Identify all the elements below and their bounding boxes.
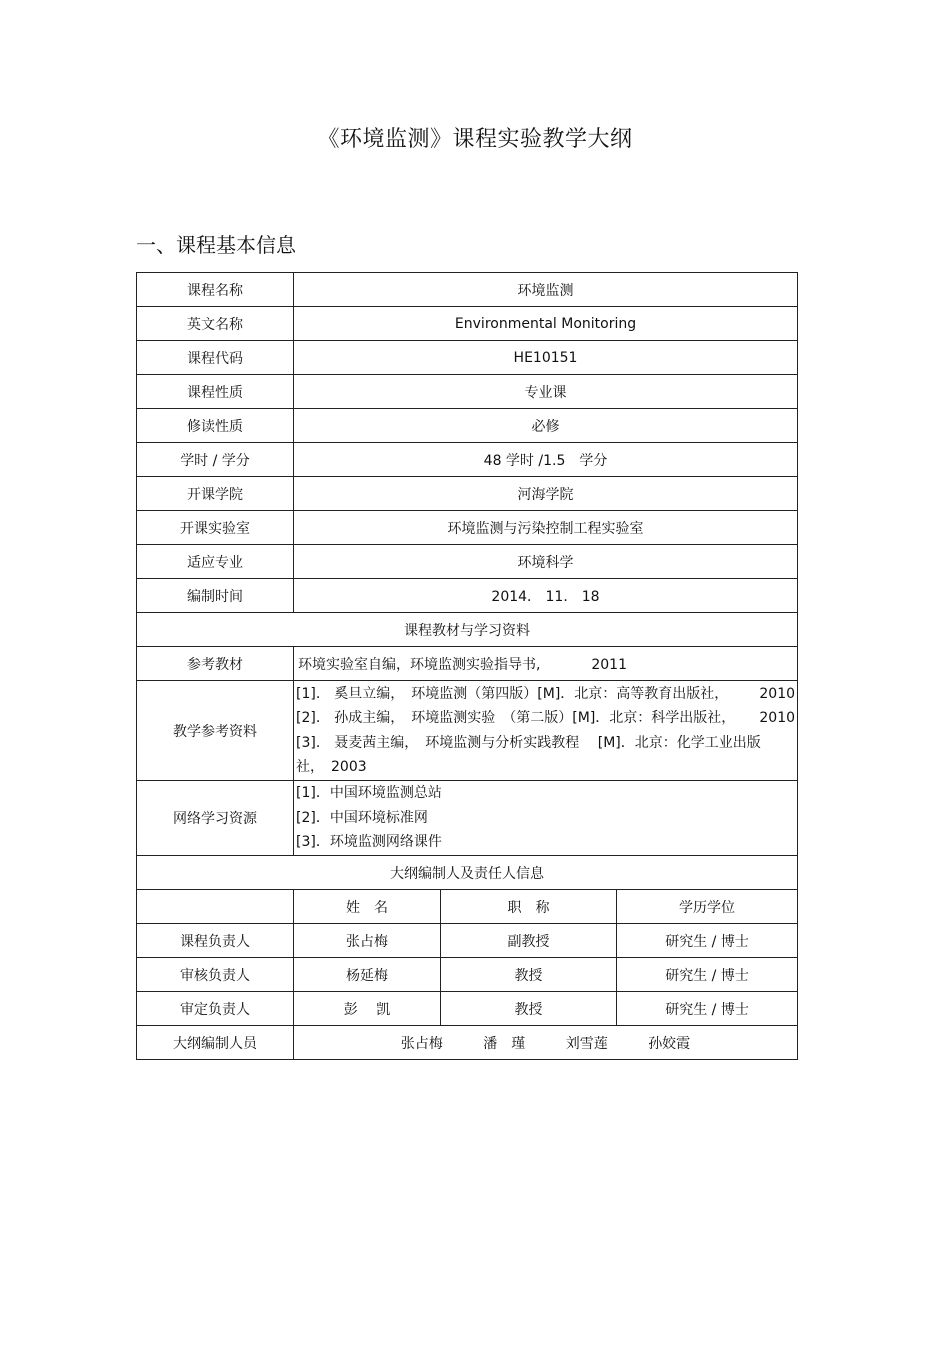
info-label: 课程性质 [137,375,294,409]
responsible-row [137,958,798,992]
editor-name: 张占梅 [400,1035,443,1052]
info-label: 课程名称 [137,273,294,307]
textbook-value [294,647,798,681]
textbook-text: 环境实验室自编，环境监测实验指导书, [298,656,541,673]
document-title: 《环境监测》课程实验教学大纲 [317,127,633,152]
column-header-empty [137,890,294,924]
responsible-name: 彭 凯 [294,992,441,1026]
course-info-table [136,272,798,1060]
responsible-name: 杨延梅 [294,958,441,992]
info-row [137,375,798,409]
responsible-name: 张占梅 [294,924,441,958]
reference-item: [1]. 奚旦立编， 环境监测（第四版）[M]．北京：高等教育出版社， 2010 [296,685,796,702]
online-resource-item: [3]．环境监测网络课件 [296,834,442,851]
responsible-degree: 研究生 / 博士 [617,992,798,1026]
responsible-role: 审定负责人 [137,992,294,1026]
responsible-degree: 研究生 / 博士 [617,924,798,958]
info-row [137,409,798,443]
info-row [137,341,798,375]
online-label: 网络学习资源 [137,781,294,856]
info-row [137,579,798,613]
info-value: 48 学时 /1.5 学分 [294,443,798,477]
responsible-role: 审核负责人 [137,958,294,992]
responsible-row [137,992,798,1026]
reference-item: [2]. 孙成主编， 环境监测实验 （第二版）[M]．北京：科学出版社， 2010 [296,710,796,726]
info-row [137,511,798,545]
responsible-degree: 研究生 / 博士 [617,958,798,992]
info-row [137,545,798,579]
column-header-title: 职 称 [441,890,617,924]
reference-item: 社， 2003 [296,759,367,775]
info-value: HE10151 [294,341,798,375]
responsible-title: 教授 [441,958,617,992]
info-row [137,273,798,307]
info-row [137,307,798,341]
references-label: 教学参考资料 [137,681,294,781]
info-label: 英文名称 [137,307,294,341]
responsible-title: 教授 [441,992,617,1026]
info-label: 修读性质 [137,409,294,443]
responsible-role: 课程负责人 [137,924,294,958]
column-header-name: 姓 名 [294,890,441,924]
info-label: 开课实验室 [137,511,294,545]
info-value: 环境监测 [294,273,798,307]
info-value: 必修 [294,409,798,443]
editors-label: 大纲编制人员 [137,1026,294,1060]
online-resource-item: [2]．中国环境标准网 [296,809,428,826]
responsible-title: 副教授 [441,924,617,958]
reference-item: [3]. 聂麦茜主编， 环境监测与分析实践教程 [M]．北京：化学工业出版 [296,734,761,751]
online-resource-item: [1]．中国环境监测总站 [296,785,442,802]
textbook-year: 2011 [591,656,627,673]
info-row [137,443,798,477]
info-value: 专业课 [294,375,798,409]
info-label: 课程代码 [137,341,294,375]
info-label: 编制时间 [137,579,294,613]
editors-list [294,1026,798,1060]
responsible-row [137,924,798,958]
column-header-degree: 学历学位 [617,890,798,924]
section-heading: 一、课程基本信息 [136,233,296,257]
info-row [137,477,798,511]
references-list [294,681,798,781]
info-value: 环境科学 [294,545,798,579]
info-label: 开课学院 [137,477,294,511]
info-label: 学时 / 学分 [137,443,294,477]
textbook-label: 参考教材 [137,647,294,681]
editor-name: 刘雪莲 [565,1035,608,1052]
materials-header: 课程教材与学习资料 [137,613,798,647]
info-label: 适应专业 [137,545,294,579]
online-resources [294,781,798,856]
info-value: 2014． 11． 18 [294,579,798,613]
info-value: 河海学院 [294,477,798,511]
editor-name: 孙姣霞 [648,1035,691,1052]
editor-name: 潘 瑾 [483,1035,526,1052]
info-value: 环境监测与污染控制工程实验室 [294,511,798,545]
responsible-header: 大纲编制人及责任人信息 [137,856,798,890]
info-value: Environmental Monitoring [294,307,798,341]
